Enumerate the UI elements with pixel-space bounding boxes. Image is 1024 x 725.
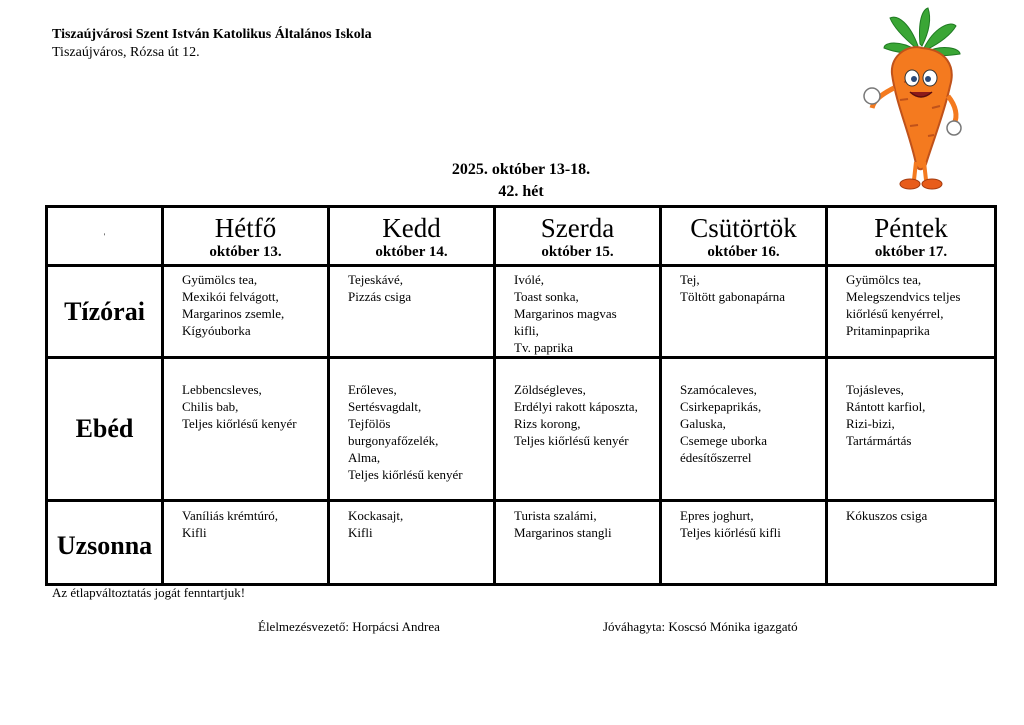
day-date: október 14. bbox=[375, 244, 448, 260]
menu-cell: Turista szalámi, Margarinos stangli bbox=[495, 501, 661, 585]
menu-cell: Gyümölcs tea, Mexikói felvágott, Margarinos zsemle, Kígyóuborka bbox=[163, 266, 329, 358]
menu-cell: Ivólé, Toast sonka, Margarinos magvas kifli, Tv. paprika bbox=[495, 266, 661, 358]
meal-label: Uzsonna bbox=[47, 501, 163, 585]
day-name: Péntek bbox=[874, 213, 948, 243]
day-date: október 16. bbox=[707, 244, 780, 260]
corner-cell: ' bbox=[47, 207, 163, 266]
day-date: október 15. bbox=[541, 244, 614, 260]
meal-label: Ebéd bbox=[47, 358, 163, 501]
week-number: 42. hét bbox=[498, 183, 544, 200]
approved-by: Jóváhagyta: Koscsó Mónika igazgató bbox=[603, 619, 798, 634]
menu-cell: Erőleves, Sertésvagdalt, Tejfölös burgonyafőzelék, Alma, Teljes kiőrlésű kenyér bbox=[329, 358, 495, 501]
menu-cell: Kockasajt, Kifli bbox=[329, 501, 495, 585]
day-date: október 17. bbox=[874, 244, 948, 260]
day-header-thursday bbox=[661, 207, 827, 266]
menu-cell: Kókuszos csiga bbox=[827, 501, 996, 585]
meal-label: Tízórai bbox=[47, 266, 163, 358]
menu-cell: Gyümölcs tea, Melegszendvics teljes kiőrlésű kenyérrel, Pritaminpaprika bbox=[827, 266, 996, 358]
day-date: október 13. bbox=[209, 244, 282, 260]
meal-row-tizorai bbox=[47, 266, 996, 358]
menu-cell: Epres joghurt, Teljes kiőrlésű kifli bbox=[661, 501, 827, 585]
day-header-wednesday bbox=[495, 207, 661, 266]
menu-cell: Vaníliás krémtúró, Kifli bbox=[163, 501, 329, 585]
day-name: Kedd bbox=[382, 213, 441, 243]
day-name: Hétfő bbox=[214, 213, 277, 243]
day-header-tuesday bbox=[329, 207, 495, 266]
date-range: 2025. október 13-18. bbox=[451, 161, 591, 178]
menu-cell: Zöldségleves, Erdélyi rakott káposzta, Rizs korong, Teljes kiőrlésű kenyér bbox=[495, 358, 661, 501]
school-name: Tiszaújvárosi Szent István Katolikus Általános Iskola bbox=[52, 27, 372, 42]
day-name: Szerda bbox=[540, 213, 615, 243]
school-address: Tiszaújváros, Rózsa út 12. bbox=[52, 45, 200, 60]
weekly-menu-table bbox=[45, 205, 997, 586]
catering-manager: Élelmezésvezető: Horpácsi Andrea bbox=[258, 619, 440, 634]
menu-change-note: Az étlapváltoztatás jogát fenntartjuk! bbox=[52, 585, 246, 600]
meal-row-uzsonna bbox=[47, 501, 996, 585]
menu-cell: Szamócaleves, Csirkepaprikás, Galuska, Csemege uborka édesítőszerrel bbox=[661, 358, 827, 501]
day-header-friday bbox=[827, 207, 996, 266]
menu-cell: Tejeskávé, Pizzás csiga bbox=[329, 266, 495, 358]
day-header-monday bbox=[163, 207, 329, 266]
header-row bbox=[47, 207, 996, 266]
meal-row-ebed bbox=[47, 358, 996, 501]
day-name: Csütörtök bbox=[690, 213, 797, 243]
menu-cell: Tej, Töltött gabonapárna bbox=[661, 266, 827, 358]
menu-cell: Tojásleves, Rántott karfiol, Rizi-bizi, Tartármártás bbox=[827, 358, 996, 501]
menu-cell: Lebbencsleves, Chilis bab, Teljes kiőrlésű kenyér bbox=[163, 358, 329, 501]
